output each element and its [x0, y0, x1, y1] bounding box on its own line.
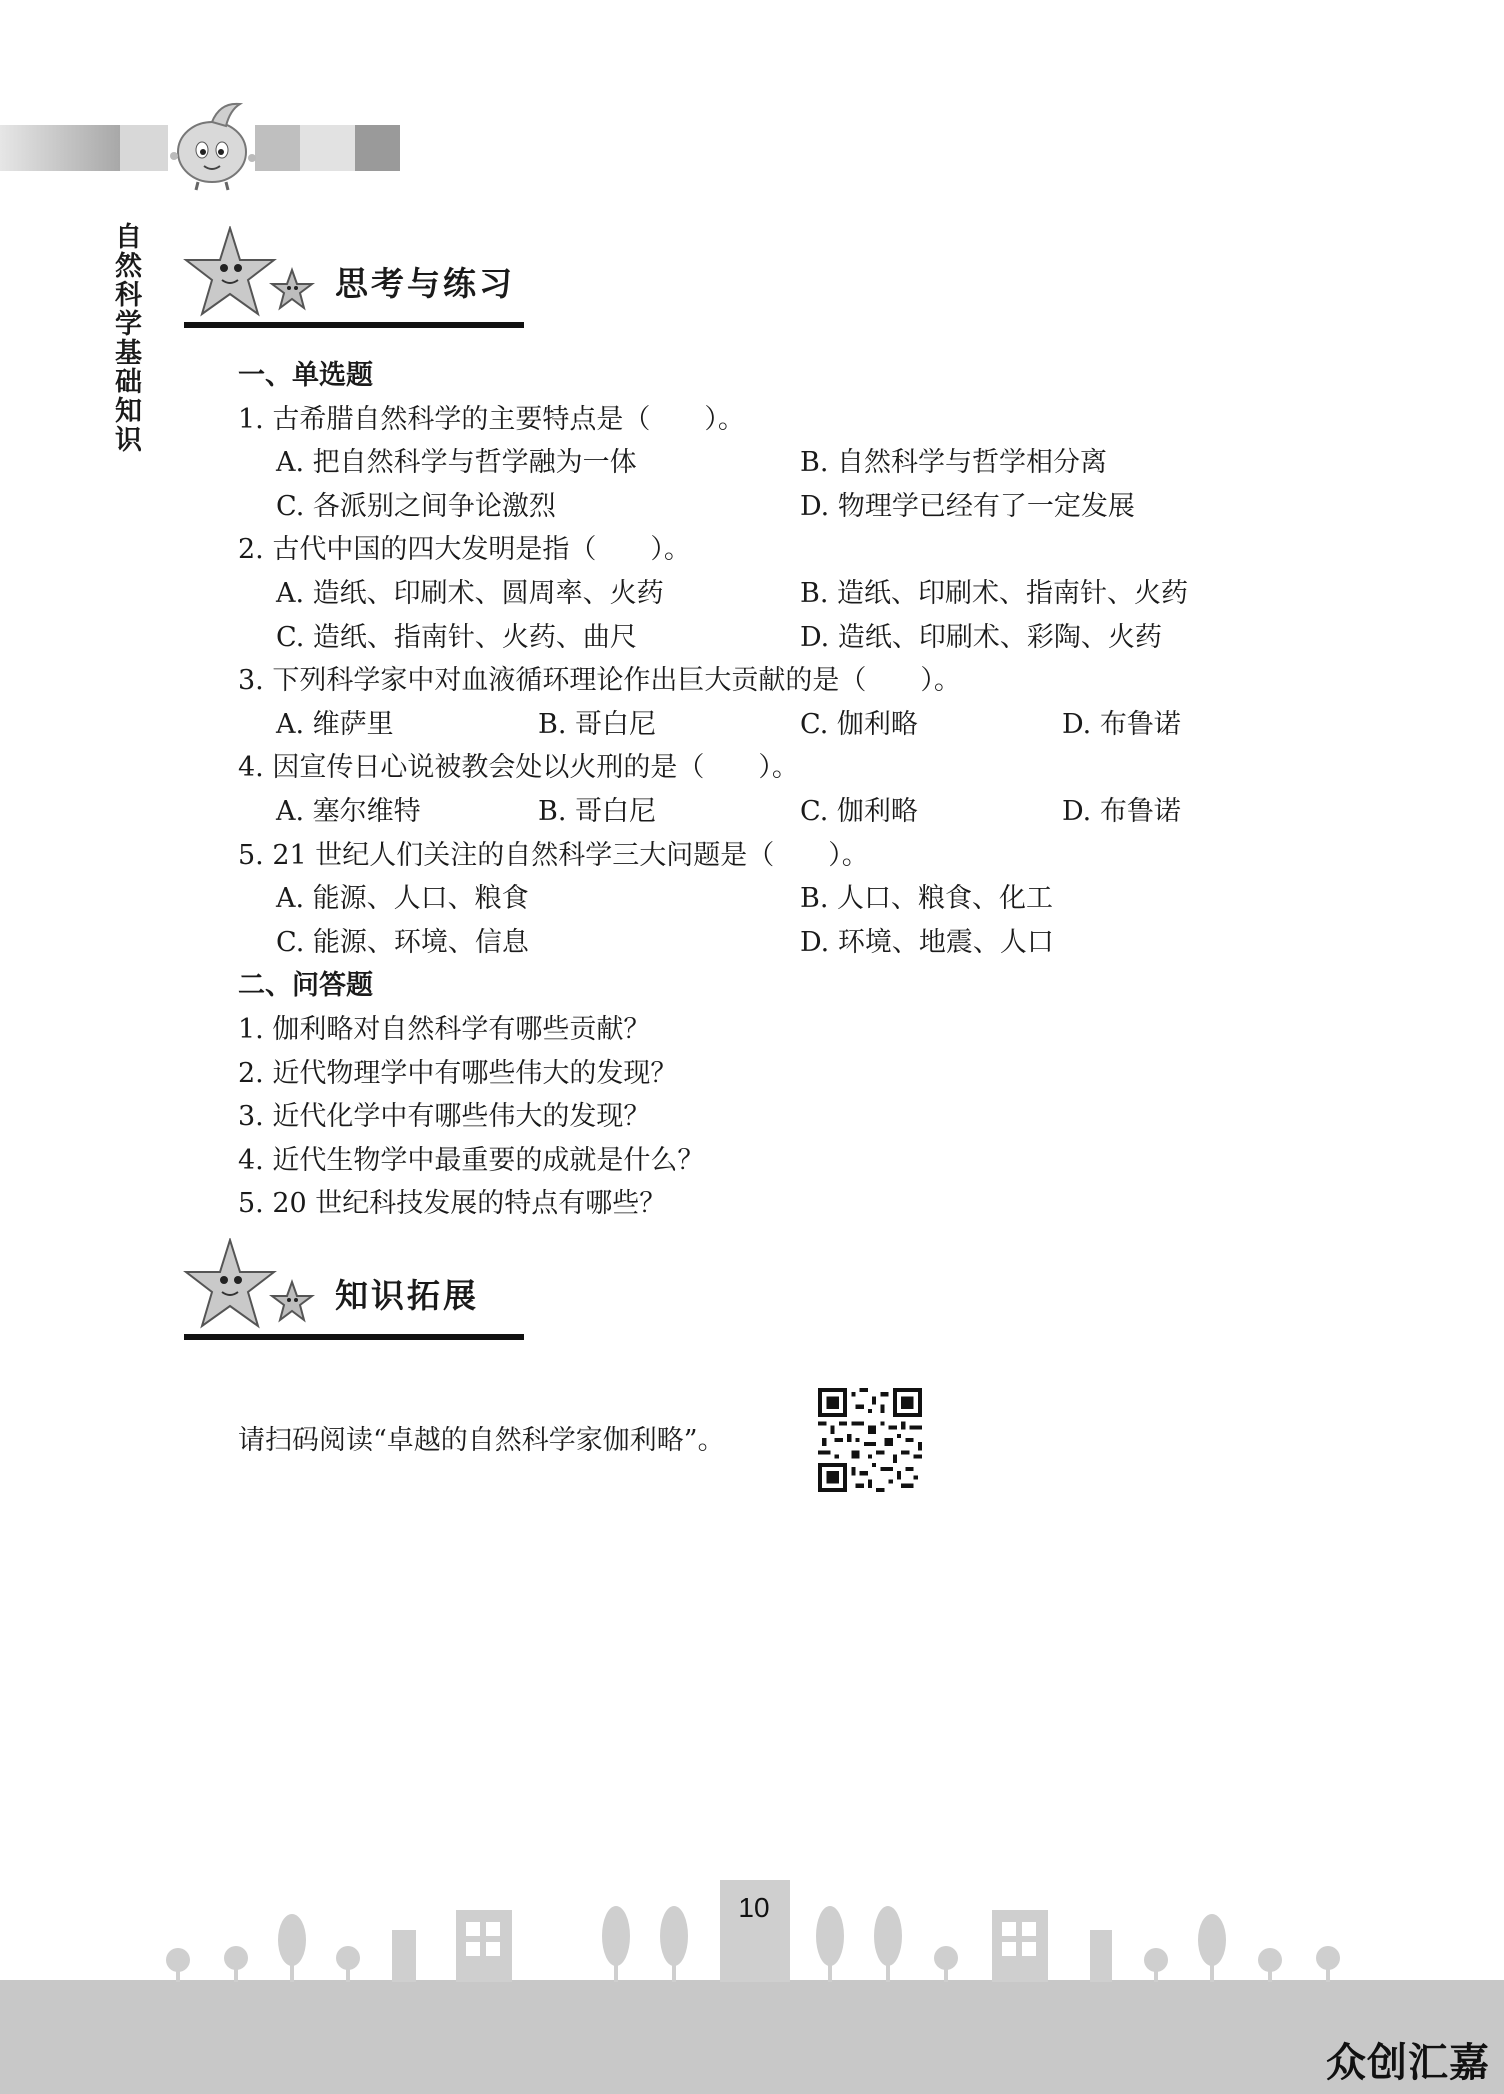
option: C. 各派别之间争论激烈	[276, 490, 556, 522]
option: C. 伽利略	[800, 795, 918, 827]
part1-heading: 一、单选题	[238, 360, 373, 391]
option: C. 造纸、指南针、火药、曲尺	[276, 621, 637, 653]
option-row	[238, 441, 1278, 485]
qr-code-icon[interactable]	[818, 1388, 922, 1492]
option-row	[238, 616, 1278, 660]
short-answer-question: 2. 近代物理学中有哪些伟大的发现？	[238, 1057, 678, 1089]
option: D. 物理学已经有了一定发展	[800, 490, 1135, 522]
option-row	[238, 877, 1278, 921]
option: A. 维萨里	[276, 708, 394, 740]
question-stem: 2. 古代中国的四大发明是指（ ）。	[238, 534, 691, 566]
option: B. 造纸、印刷术、指南针、火药	[800, 577, 1189, 609]
question-stem: 5. 21 世纪人们关注的自然科学三大问题是（ ）。	[238, 839, 869, 871]
question-stem: 1. 古希腊自然科学的主要特点是（ ）。	[238, 403, 745, 435]
mascot-droplet-icon	[160, 96, 270, 192]
section-rule	[184, 1334, 524, 1340]
option: B. 哥白尼	[538, 795, 657, 827]
section-title: 思考与练习	[335, 264, 515, 303]
option: A. 造纸、印刷术、圆周率、火药	[276, 577, 664, 609]
section-rule	[184, 322, 524, 328]
part2-heading: 二、问答题	[238, 970, 373, 1002]
short-answer-question: 5. 20 世纪科技发展的特点有哪些？	[238, 1188, 667, 1220]
short-answer-question: 1. 伽利略对自然科学有哪些贡献？	[238, 1013, 651, 1045]
option-row	[238, 703, 1278, 747]
option: D. 布鲁诺	[1062, 795, 1181, 827]
option: D. 布鲁诺	[1062, 708, 1181, 740]
section-header-practice	[180, 226, 530, 346]
option-row	[238, 921, 1278, 965]
short-answer-question: 3. 近代化学中有哪些伟大的发现？	[238, 1101, 651, 1133]
option: A. 塞尔维特	[276, 795, 421, 827]
exercise-list	[238, 354, 1278, 1226]
option: D. 造纸、印刷术、彩陶、火药	[800, 621, 1162, 653]
option: C. 能源、环境、信息	[276, 926, 529, 958]
side-book-title: 自然科学基础知识	[110, 222, 141, 454]
extension-text: 请扫码阅读“卓越的自然科学家伽利略”。	[238, 1425, 725, 1456]
starfish-icon	[180, 1238, 330, 1338]
page-number: 10	[738, 1892, 770, 1923]
question-stem: 4. 因宣传日心说被教会处以火刑的是（ ）。	[238, 752, 799, 784]
option: B. 哥白尼	[538, 708, 657, 740]
section-title: 知识拓展	[335, 1276, 479, 1315]
option: A. 把自然科学与哲学融为一体	[276, 447, 637, 479]
question-stem: 3. 下列科学家中对血液循环理论作出巨大贡献的是（ ）。	[238, 665, 961, 697]
option-row	[238, 790, 1278, 834]
option: C. 伽利略	[800, 708, 918, 740]
option-row	[238, 485, 1278, 529]
option: D. 环境、地震、人口	[800, 926, 1054, 958]
starfish-icon	[180, 226, 330, 326]
option: B. 人口、粮食、化工	[800, 883, 1054, 915]
section-header-extension	[180, 1238, 530, 1358]
option: B. 自然科学与哲学相分离	[800, 447, 1108, 479]
short-answer-question: 4. 近代生物学中最重要的成就是什么？	[238, 1144, 705, 1176]
option: A. 能源、人口、粮食	[276, 883, 529, 915]
option-row	[238, 572, 1278, 616]
watermark-text: 众创汇嘉	[1326, 2040, 1490, 2086]
